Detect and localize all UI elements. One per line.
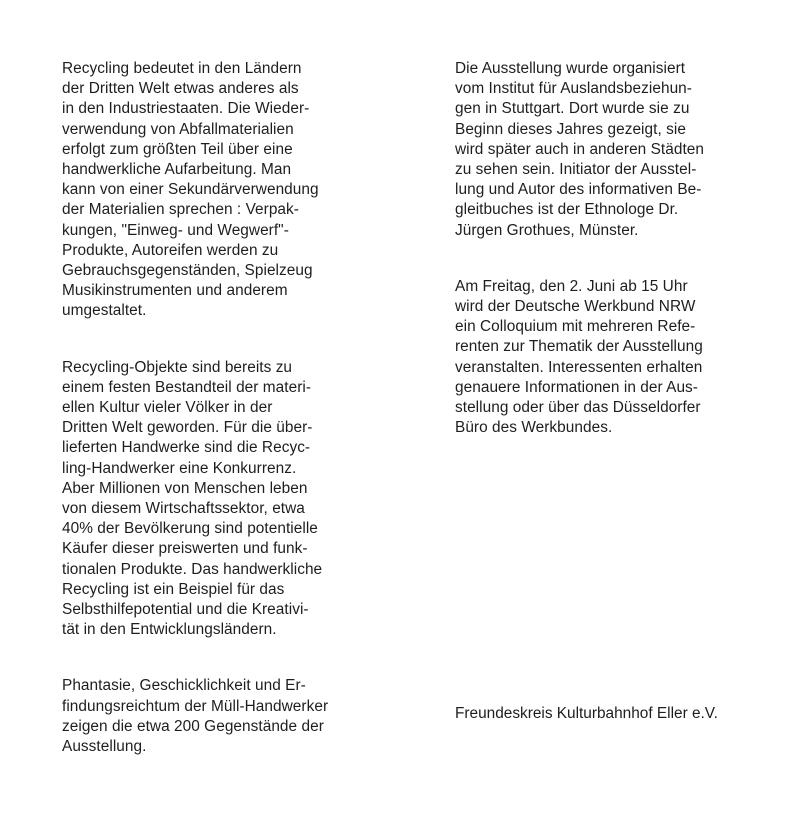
text-line: umgestaltet. <box>62 302 147 320</box>
text-line: Die Ausstellung wurde organisiert <box>455 60 686 77</box>
paragraph-exhibition-items <box>62 676 362 757</box>
text-line: erfolgt zum größten Teil über eine <box>62 140 293 158</box>
text-line: Phantasie, Geschicklichkeit und Er- <box>62 677 306 695</box>
text-line: Dritten Welt geworden. Für die über- <box>62 419 313 437</box>
text-line: vom Institut für Auslandsbeziehun- <box>455 80 692 98</box>
text-line: verwendung von Abfallmaterialien <box>62 120 294 138</box>
text-line: ellen Kultur vieler Völker in der <box>62 399 273 417</box>
text-line: ein Colloquium mit mehreren Refe- <box>455 318 696 336</box>
text-line: der Dritten Welt etwas anderes als <box>62 80 299 98</box>
text-line: kann von einer Sekundärverwendung <box>62 181 319 199</box>
text-line: gen in Stuttgart. Dort wurde sie zu <box>455 100 690 118</box>
text-line: ling-Handwerker eine Konkurrenz. <box>62 459 297 477</box>
text-line: Jürgen Grothues, Münster. <box>455 221 639 239</box>
text-line: Recycling bedeutet in den Ländern <box>62 60 302 77</box>
text-line: kungen, "Einweg- und Wegwerf"- <box>62 221 289 239</box>
text-line: Recycling-Objekte sind bereits zu <box>62 358 293 376</box>
text-line: von diesem Wirtschaftssektor, etwa <box>62 500 305 518</box>
text-line: tät in den Entwicklungsländern. <box>62 621 277 639</box>
paragraph-recycling-intro <box>62 59 362 322</box>
text-line: zeigen die etwa 200 Gegenstände der <box>62 717 324 735</box>
text-line: Aber Millionen von Menschen leben <box>62 479 308 497</box>
paragraph-organizer <box>455 59 755 241</box>
text-line: wird später auch in anderen Städten <box>455 140 705 158</box>
text-line: zu sehen sein. Initiator der Ausstel- <box>455 161 697 179</box>
paragraph-colloquium <box>455 277 755 439</box>
text-line: einem festen Bestandteil der materi- <box>62 378 312 396</box>
text-line: Am Freitag, den 2. Juni ab 15 Uhr <box>455 277 688 295</box>
text-line: 40% der Bevölkerung sind potentielle <box>62 520 318 538</box>
text-line: findungsreichtum der Müll-Handwerker <box>62 697 329 715</box>
left-column <box>62 59 362 793</box>
text-line: der Materialien sprechen : Verpak- <box>62 201 299 219</box>
text-line: Beginn dieses Jahres gezeigt, sie <box>455 120 686 138</box>
text-line: Selbsthilfepotential und die Kreativi- <box>62 601 309 619</box>
text-line: Produkte, Autoreifen werden zu <box>62 241 279 259</box>
text-line: in den Industriestaaten. Die Wieder- <box>62 100 310 118</box>
text-line: genauere Informationen in der Aus- <box>455 378 698 396</box>
text-line: lung und Autor des informativen Be- <box>455 181 702 199</box>
text-line: veranstalten. Interessenten erhalten <box>455 358 703 376</box>
text-line: lieferten Handwerke sind die Recyc- <box>62 439 311 457</box>
paragraph-recycling-objects <box>62 358 362 641</box>
text-line: wird der Deutsche Werkbund NRW <box>455 298 696 316</box>
signature-organization: Freundeskreis Kulturbahnhof Eller e.V. <box>455 705 718 722</box>
text-line: gleitbuches ist der Ethnologe Dr. <box>455 201 679 219</box>
text-line: Käufer dieser preiswerten und funk- <box>62 540 308 558</box>
right-column <box>455 59 755 474</box>
text-line: stellung oder über das Düsseldorfer <box>455 399 701 417</box>
text-line: renten zur Thematik der Ausstellung <box>455 338 703 356</box>
text-line: handwerkliche Aufarbeitung. Man <box>62 161 292 179</box>
text-line: Büro des Werkbundes. <box>455 419 613 437</box>
text-line: tionalen Produkte. Das handwerkliche <box>62 560 323 578</box>
text-line: Ausstellung. <box>62 738 147 756</box>
text-line: Musikinstrumenten und anderem <box>62 282 288 300</box>
text-line: Recycling ist ein Beispiel für das <box>62 580 285 598</box>
text-line: Gebrauchsgegenständen, Spielzeug <box>62 262 313 280</box>
